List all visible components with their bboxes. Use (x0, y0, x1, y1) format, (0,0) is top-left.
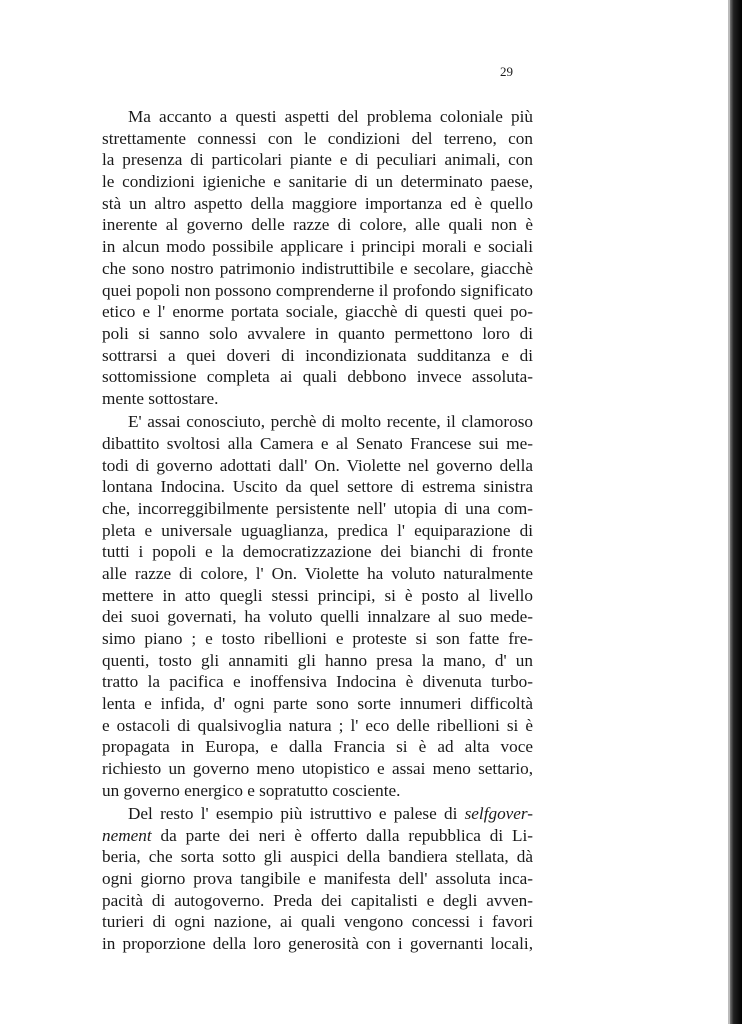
text-line: mettere in atto quegli stessi principi, si è posto al livello (102, 585, 533, 605)
text-line: in alcun modo possibile applicare i principi morali e sociali (102, 237, 533, 257)
text-line: nement da parte dei neri è offerto dalla repubblica di Li- (102, 825, 533, 845)
text-line: poli si sanno solo avvalere in quanto permettono loro di (102, 323, 533, 343)
text-line: che, incorreggibilmente persistente nell' utopia di una com- (102, 498, 533, 518)
text-line: tratto la pacifica e inoffensiva Indocina è divenuta turbo- (102, 672, 533, 692)
paragraph-1 (102, 106, 533, 410)
text-line: strettamente connessi con le condizioni del terreno, con (102, 128, 533, 148)
text-line: alle razze di colore, l' On. Violette ha voluto naturalmente (102, 563, 533, 583)
text-line: dibattito svoltosi alla Camera e al Senato Francese sui me- (102, 433, 533, 453)
text-line: lenta e infida, d' ogni parte sono sorte innumeri difficoltà (102, 694, 533, 714)
text-line: todi di governo adottati dall' On. Violette nel governo della (102, 455, 533, 475)
text-line: che sono nostro patrimonio indistruttibile e secolare, giacchè (102, 258, 533, 278)
text-line: la presenza di particolari piante e di peculiari animali, con (102, 150, 533, 170)
text-line: richiesto un governo meno utopistico e assai meno settario, (102, 759, 533, 779)
text-line: Del resto l' esempio più istruttivo e palese di selfgover- (128, 804, 533, 823)
paragraph-2 (102, 411, 533, 801)
text-line: stà un altro aspetto della maggiore importanza ed è quello (102, 193, 533, 213)
text-line: tutti i popoli e la democratizzazione dei bianchi di fronte (102, 542, 533, 562)
text-line: beria, che sorta sotto gli auspici della bandiera stellata, dà (102, 847, 533, 867)
text-line: mente sottostare. (102, 388, 219, 408)
scan-border (730, 0, 742, 1024)
text-line: pleta e universale uguaglianza, predica l' equiparazione di (102, 520, 533, 540)
text-line: e ostacoli di qualsivoglia natura ; l' eco delle ribellioni si è (102, 715, 533, 735)
text-line: etico e l' enorme portata sociale, giacchè di questi quei po- (102, 302, 533, 322)
text-line: ogni giorno prova tangibile e manifesta dell' assoluta inca- (102, 869, 533, 889)
text-line: Ma accanto a questi aspetti del problema coloniale più (128, 107, 533, 126)
text-line: E' assai conosciuto, perchè di molto recente, il clamoroso (128, 412, 533, 432)
body-text (102, 106, 533, 956)
text-line: lontana Indocina. Uscito da quel settore di estrema sinistra (102, 477, 533, 497)
text-line: le condizioni igieniche e sanitarie di un determinato paese, (102, 172, 533, 192)
text-line: inerente al governo delle razze di colore, alle quali non è (102, 215, 533, 235)
text-line: quenti, tosto gli annamiti gli hanno presa la mano, d' un (102, 650, 533, 670)
text-line: un governo energico e sopratutto cosciente. (102, 780, 401, 800)
text-line: simo piano ; e tosto ribellioni e proteste si son fatte fre- (102, 629, 533, 648)
text-line: pacità di autogoverno. Preda dei capitalisti e degli avven- (102, 890, 533, 910)
paragraph-3 (102, 803, 533, 955)
text-line: turieri di ogni nazione, ai quali vengono concessi i favori (102, 912, 533, 932)
text-line: propagata in Europa, e dalla Francia si è ad alta voce (102, 737, 533, 757)
page-number: 29 (500, 64, 513, 79)
text-line: in proporzione della loro generosità con i governanti locali, (102, 934, 533, 954)
text-line: quei popoli non possono comprenderne il profondo significato (102, 280, 533, 300)
text-line: sottomissione completa ai quali debbono invece assoluta- (102, 367, 533, 387)
text-line: dei suoi governati, ha voluto quelli innalzare al suo mede- (102, 607, 533, 627)
text-line: sottrarsi a quei doveri di incondizionata sudditanza e di (102, 345, 533, 365)
